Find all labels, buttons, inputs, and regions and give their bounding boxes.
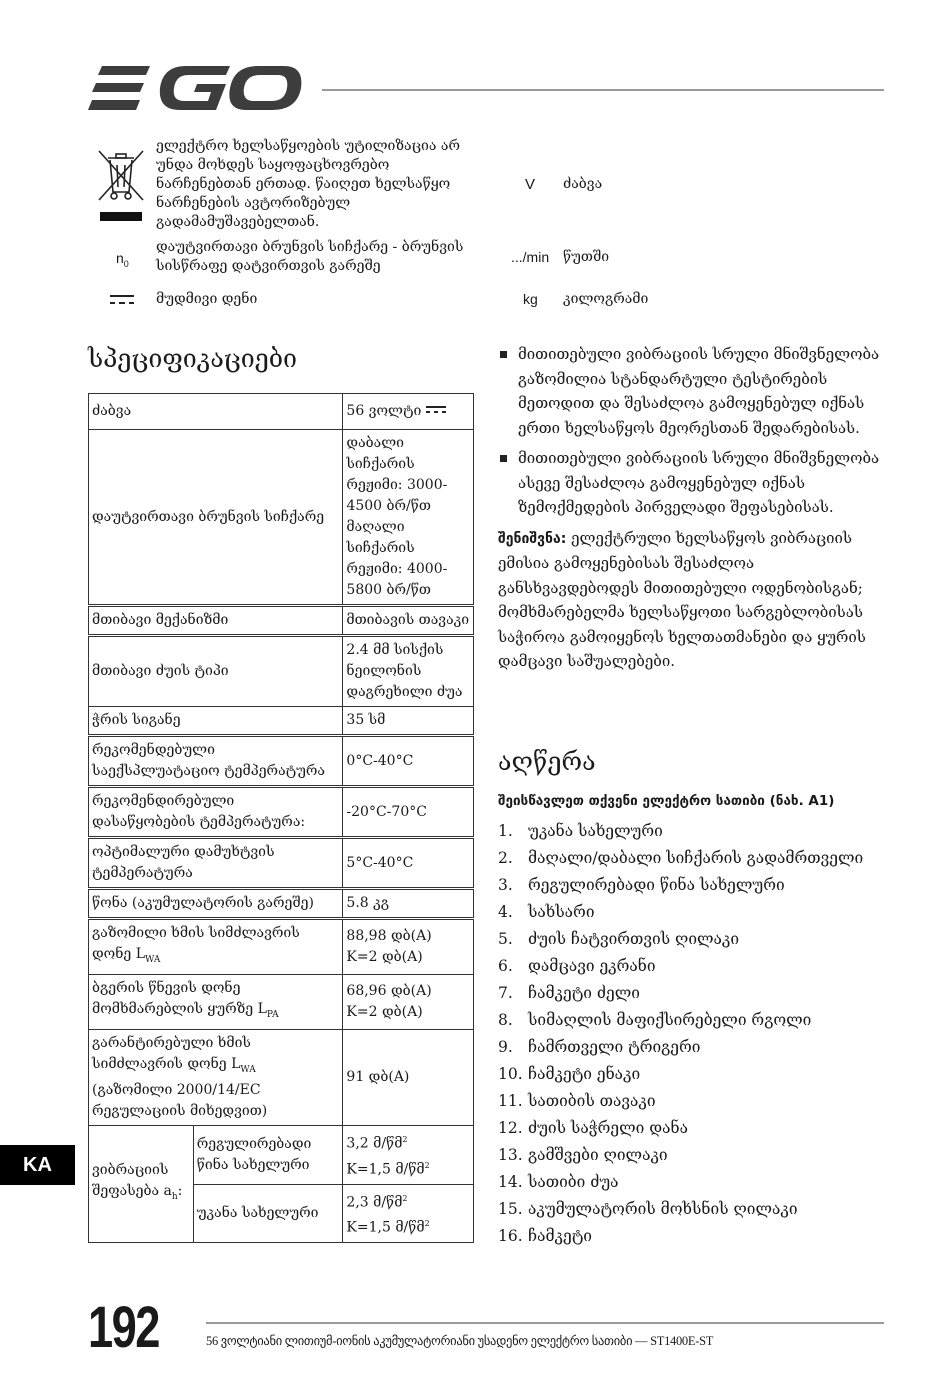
dc-current-icon	[110, 294, 134, 306]
part-label: ჩამკეტი ძელი	[528, 984, 640, 1002]
spec-value: 5°C-40°C	[343, 838, 474, 889]
list-item	[498, 1196, 890, 1223]
list-item	[498, 1169, 890, 1196]
vibration-rear-value: 2,3 მ/წმ$^2$ K=1,5 მ/წმ$^2$	[343, 1184, 474, 1242]
spec-label: გარანტირებული ხმის სიმძლავრის დონე $L_{WA}$ (გაზომილი 2000/14/EC რეგულაციის მიხედვით)	[89, 1029, 343, 1126]
table-row	[89, 889, 474, 919]
table-row	[89, 736, 474, 787]
part-label: აკუმულატორის მოხსნის ღილაკი	[528, 1200, 798, 1218]
part-number: 14.	[498, 1173, 523, 1191]
part-number: 13.	[498, 1146, 523, 1164]
part-number: 7.	[498, 984, 513, 1002]
description-subtitle: შეისწავლეთ თქვენი ელექტრო სათიბი (ნახ. A1)	[498, 793, 835, 809]
symbol-per-min-text: წუთში	[563, 249, 610, 265]
note-text: ელექტრული ხელსაწყოს ვიბრაციის ემისია გამოყენებისას შესაძლოა განსხვავდებოდეს მითითებული ოდენობისგან; მომხმარებელმა ხელსაწყოთი სარგებლობისას საჭიროა გამოიყენოს ხელთათმანები და ყურის დამცავი საშუალებები.	[498, 528, 866, 670]
table-row	[89, 1126, 474, 1184]
part-label: სახსარი	[528, 903, 595, 921]
list-item	[498, 446, 890, 520]
list-item	[498, 872, 890, 899]
symbol-volt: V	[525, 176, 536, 193]
table-row	[89, 974, 474, 1029]
part-label: ჩამრთველი ტრიგერი	[528, 1038, 701, 1056]
table-row	[89, 606, 474, 636]
vibration-front-label: რეგულირებადი წინა სახელური	[193, 1126, 343, 1184]
vibration-rear-label: უკანა სახელური	[193, 1184, 343, 1242]
spec-value: 91 დბ(A)	[343, 1029, 474, 1126]
parts-list	[498, 818, 890, 1250]
header-rule	[322, 89, 884, 91]
vibration-front-value: 3,2 მ/წმ$^2$ K=1,5 მ/წმ$^2$	[343, 1126, 474, 1184]
symbol-kg-text: კილოგრამი	[563, 291, 649, 307]
table-row	[89, 707, 474, 736]
ego-logo	[88, 64, 303, 112]
part-label: სათიბი ძუა	[528, 1173, 619, 1191]
spec-title: სპეციფიკაციები	[88, 344, 298, 373]
part-label: ძუის საჭრელი დანა	[528, 1119, 688, 1137]
part-label: სიმაღლის მაფიქსირებელი რგოლი	[528, 1011, 812, 1029]
part-label: მაღალი/დაბალი სიჩქარის გადამრთველი	[528, 849, 864, 867]
footer-text: 56 ვოლტიანი ლითიუმ-იონის აკუმულატორიანი უსადენო ელექტრო სათიბი — ST1400E-ST	[206, 1334, 714, 1348]
list-item	[498, 845, 890, 872]
table-row	[89, 838, 474, 889]
spec-label: ძაბვა	[89, 394, 343, 430]
spec-label: დაუტვირთავი ბრუნვის სიჩქარე	[89, 430, 343, 606]
spec-value: 56 ვოლტი	[343, 394, 474, 430]
part-number: 2.	[498, 849, 513, 867]
table-row	[89, 1029, 474, 1126]
part-number: 1.	[498, 822, 513, 840]
vibration-notes	[498, 342, 890, 674]
part-number: 11.	[498, 1092, 523, 1110]
description-title: აღწერა	[498, 747, 596, 776]
list-item	[498, 1007, 890, 1034]
part-number: 12.	[498, 1119, 523, 1137]
part-number: 5.	[498, 930, 513, 948]
part-label: ძუის ჩატვირთვის ღილაკი	[528, 930, 740, 948]
part-number: 8.	[498, 1011, 513, 1029]
crossed-bin-icon	[96, 146, 146, 224]
table-row	[89, 636, 474, 707]
spec-label: ოპტიმალური დამუხტვის ტემპერატურა	[89, 838, 343, 889]
table-row	[89, 787, 474, 838]
spec-label: რეკომენდებული საექსპლუატაციო ტემპერატურა	[89, 736, 343, 787]
list-item	[498, 899, 890, 926]
table-row	[89, 394, 474, 430]
list-item	[498, 926, 890, 953]
symbol-per-min: .../min	[511, 249, 550, 265]
part-number: 6.	[498, 957, 513, 975]
spec-value: 68,96 დბ(A) K=2 დბ(A)	[343, 974, 474, 1029]
symbol-kg: kg	[523, 291, 538, 307]
spec-value: მთიბავის თავაკი	[343, 606, 474, 636]
list-item	[498, 1061, 890, 1088]
language-tab: KA	[0, 1145, 75, 1185]
spec-value: 5.8 კგ	[343, 889, 474, 919]
n0-symbol: $n_0$	[116, 250, 129, 269]
list-item	[498, 980, 890, 1007]
spec-label: ჭრის სიგანე	[89, 707, 343, 736]
dc-current-icon	[426, 405, 446, 415]
part-label: ჩამკეტი ენაკი	[528, 1065, 641, 1083]
table-row	[89, 919, 474, 975]
part-label: გამშვები ღილაკი	[528, 1146, 668, 1164]
spec-label: მთიბავი ძუის ტიპი	[89, 636, 343, 707]
spec-value: 35 სმ	[343, 707, 474, 736]
note-label: შენიშვნა:	[498, 530, 567, 547]
bullet-text: მითითებული ვიბრაციის სრული მნიშვნელობა ასევე შესაძლოა გამოყენებულ იქნას ზემოქმედების პირველადი შეფასებისას.	[518, 449, 880, 516]
spec-label: რეკომენდირებული დასაწყობების ტემპერატურა:	[89, 787, 343, 838]
spec-value: 0°C-40°C	[343, 736, 474, 787]
part-number: 15.	[498, 1200, 523, 1218]
spec-label: მთიბავი მექანიზმი	[89, 606, 343, 636]
part-label: რეგულირებადი წინა სახელური	[528, 876, 785, 894]
list-item	[498, 1223, 890, 1250]
part-number: 3.	[498, 876, 513, 894]
list-item	[498, 818, 890, 845]
part-label: დამცავი ეკრანი	[528, 957, 656, 975]
list-item	[498, 1142, 890, 1169]
spec-value: დაბალი სიჩქარის რეჟიმი: 3000-4500 ბრ/წთ მაღალი სიჩქარის რეჟიმი: 4000-5800 ბრ/წთ	[343, 430, 474, 606]
vibration-label: ვიბრაციის შეფასება $a_h$:	[89, 1126, 194, 1243]
spec-value: 2.4 მმ სისქის ნეილონის დაგრეხილი ძუა	[343, 636, 474, 707]
list-item	[498, 953, 890, 980]
part-number: 9.	[498, 1038, 513, 1056]
spec-label: წონა (აკუმულატორის გარეშე)	[89, 889, 343, 919]
part-number: 10.	[498, 1065, 523, 1083]
symbol-dc-text: მუდმივი დენი	[156, 291, 258, 307]
spec-value: -20°C-70°C	[343, 787, 474, 838]
part-label: უკანა სახელური	[528, 822, 663, 840]
bullet-icon	[500, 455, 507, 462]
spec-table	[88, 393, 474, 1243]
bullet-text: მითითებული ვიბრაციის სრული მნიშვნელობა გაზომილია სტანდარტული ტესტირების მეთოდით და შესაძლოა გამოყენებულ იქნას ერთი ხელსაწყოს მეორესთან შედარებისას.	[518, 345, 880, 437]
symbol-volt-text: ძაბვა	[563, 176, 603, 192]
list-item	[498, 342, 890, 440]
symbol-n0-text: დაუტვირთავი ბრუნვის სიჩქარე - ბრუნვის სისწრაფე დატვირთვის გარეშე	[156, 239, 464, 274]
part-number: 4.	[498, 903, 513, 921]
spec-label: გაზომილი ხმის სიმძლავრის დონე $L_{WA}$	[89, 919, 343, 975]
note-paragraph	[498, 526, 890, 674]
page-number: 192	[88, 1295, 159, 1360]
spec-label: ბგერის წნევის დონე მომხმარებლის ყურზე $L_{PA}$	[89, 974, 343, 1029]
table-row	[89, 430, 474, 606]
list-item	[498, 1088, 890, 1115]
bullet-icon	[500, 351, 507, 358]
list-item	[498, 1115, 890, 1142]
spec-value: 88,98 დბ(A) K=2 დბ(A)	[343, 919, 474, 975]
part-label: სათიბის თავაკი	[528, 1092, 656, 1110]
part-number: 16.	[498, 1227, 523, 1245]
list-item	[498, 1034, 890, 1061]
part-label: ჩამკეტი	[528, 1227, 592, 1245]
symbol-weee-text: ელექტრო ხელსაწყოების უტილიზაცია არ უნდა მოხდეს საყოფაცხოვრებო ნარჩენებთან ერთად. წაიღეთ ხელსაწყო ნარჩენების ავტორიზებულ გადამამუშავებელთან.	[156, 138, 460, 230]
footer-rule	[206, 1322, 884, 1324]
